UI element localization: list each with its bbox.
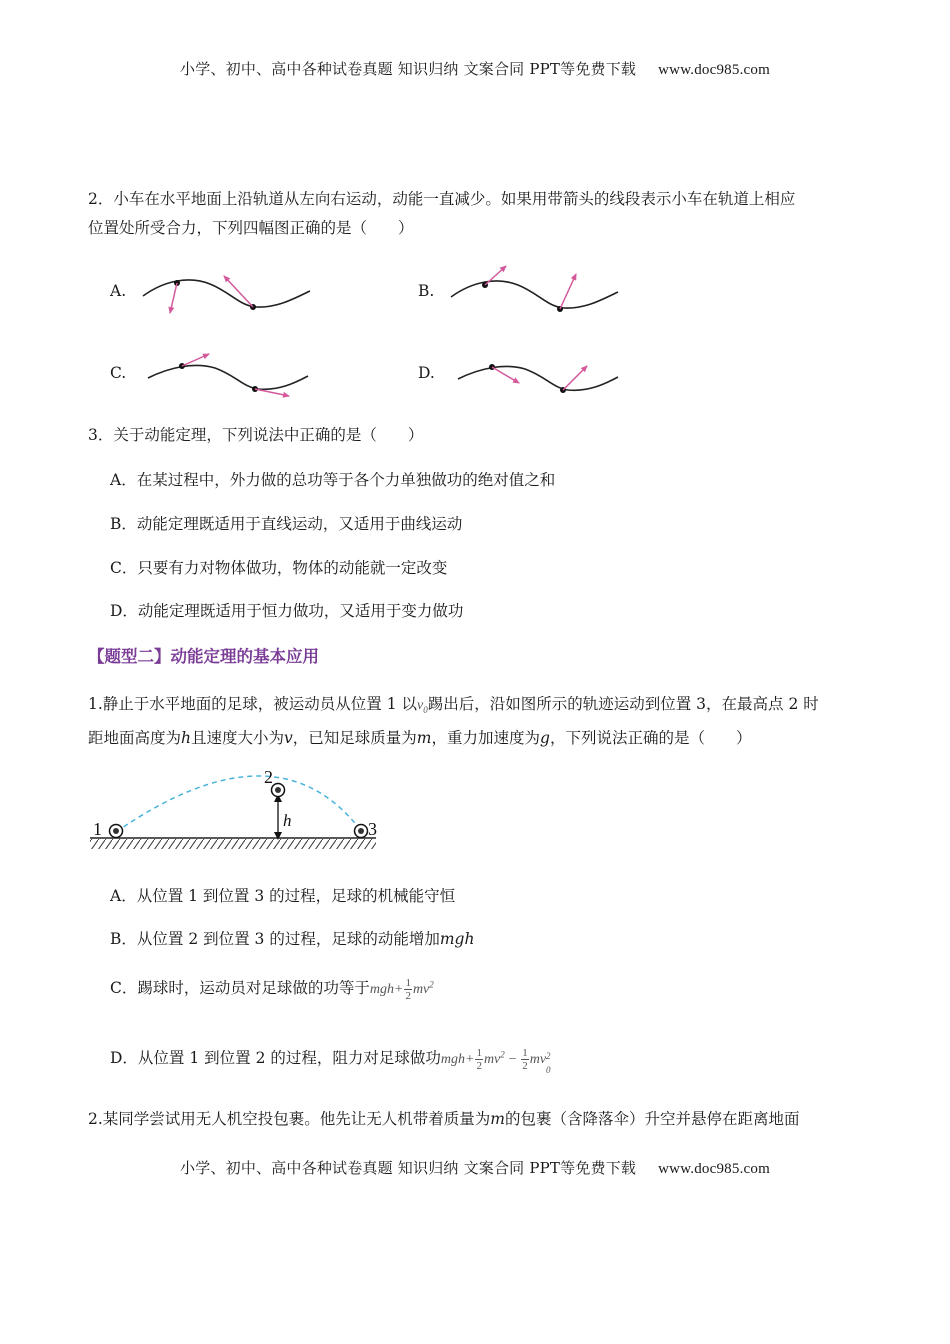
g-symbol: g [540,729,550,747]
option-math: mgh [439,930,475,948]
frac-num: 1 [476,1047,482,1060]
football-icon [355,825,368,838]
m-symbol: m [416,729,432,747]
fraction [521,1047,529,1072]
math-sup: 2 [500,1049,505,1060]
math-sup: 2 [429,979,434,990]
math-sup: 2 [546,1051,551,1061]
footer-site[interactable]: www.doc985.com [658,1161,770,1177]
q3-option-c: C．只要有力对物体做功，物体的动能就一定改变 [110,559,448,577]
q3-option-a: A．在某过程中，外力做的总功等于各个力单独做功的绝对值之和 [110,471,556,489]
p1-option-a: A．从位置 1 到位置 3 的过程，足球的机械能守恒 [110,887,456,905]
frac-den: 2 [522,1060,528,1073]
frac-num: 1 [405,977,411,990]
math-part: mgh+ [440,1052,475,1067]
position-1-label: 1 [93,819,102,839]
p1-text: 1.静止于水平地面的足球，被运动员从位置 1 以 [88,695,418,713]
h-symbol: h [181,729,191,747]
p1-option-c [110,976,434,1002]
option-text: C．踢球时，运动员对足球做的功等于 [110,979,370,997]
p1-text: 踢出后，沿如图所示的轨迹运动到位置 3，在最高点 2 时 [427,695,819,713]
section-title: 【题型二】动能定理的基本应用 [88,647,319,666]
footer-text: 小学、初中、高中各种试卷真题 知识归纳 文案合同 PPT等免费下载 [180,1159,637,1177]
math-minus: − [507,1052,518,1067]
option-math [440,1047,554,1075]
option-text: B．从位置 2 到位置 3 的过程，足球的动能增加 [110,930,440,948]
frac-den: 2 [476,1060,482,1073]
math-sub: 0 [546,1065,551,1075]
math-part: mv [412,982,430,997]
page-footer [0,1157,950,1178]
v0-sub: 0 [423,704,428,715]
p1-option-b [110,927,474,949]
q2-stem-line2: 位置处所受合力，下列四幅图正确的是（ ） [88,219,414,237]
p1-option-d [110,1046,554,1075]
p1-text: ，已知足球质量为 [292,729,417,747]
fraction [475,1047,483,1072]
p1-text: ，重力加速度为 [431,729,541,747]
p1-text: 距地面高度为 [88,729,182,747]
v-symbol: v [284,729,293,747]
football-icon [272,784,285,797]
math-part: mv [529,1052,547,1067]
option-math [369,977,434,1003]
q2-label-b: B. [418,282,435,300]
position-2-label: 2 [264,767,273,787]
fraction [404,977,412,1002]
ground-hatch [90,839,376,849]
header-site[interactable]: www.doc985.com [658,62,770,78]
frac-num: 1 [522,1047,528,1060]
football-icon [110,825,123,838]
q3-option-b: B．动能定理既适用于直线运动，又适用于曲线运动 [110,515,463,533]
trajectory [116,776,362,832]
q2-label-c: C. [110,364,127,382]
math-part: mgh+ [369,982,404,997]
header-text: 小学、初中、高中各种试卷真题 知识归纳 文案合同 PPT等免费下载 [180,60,637,78]
position-3-label: 3 [368,819,377,839]
q3-stem: 3．关于动能定理，下列说法中正确的是（ ） [88,426,424,444]
height-label: h [283,811,292,830]
v0-v: v [417,698,424,713]
frac-den: 2 [405,990,411,1003]
p2-stem-line1 [88,1105,800,1133]
q2-label-a: A. [110,282,127,300]
p2-text: 的包裹（含降落伞）升空并悬停在距离地面 [505,1110,800,1128]
option-text: D．从位置 1 到位置 2 的过程，阻力对足球做功 [110,1049,441,1067]
p1-text: 且速度大小为 [191,729,285,747]
q3-option-d: D．动能定理既适用于恒力做功，又适用于变力做功 [110,602,464,620]
p2-text: 2.某同学尝试用无人机空投包裹。他先让无人机带着质量为 [88,1110,491,1128]
math-part: mv [483,1052,501,1067]
p1-text: ，下列说法正确的是（ ） [549,729,752,747]
q2-stem-line1: 2．小车在水平地面上沿轨道从左向右运动，动能一直减少。如果用带箭头的线段表示小车在轨道上相应 [88,190,796,208]
m-symbol: m [490,1110,505,1128]
q2-label-d: D. [418,364,435,382]
